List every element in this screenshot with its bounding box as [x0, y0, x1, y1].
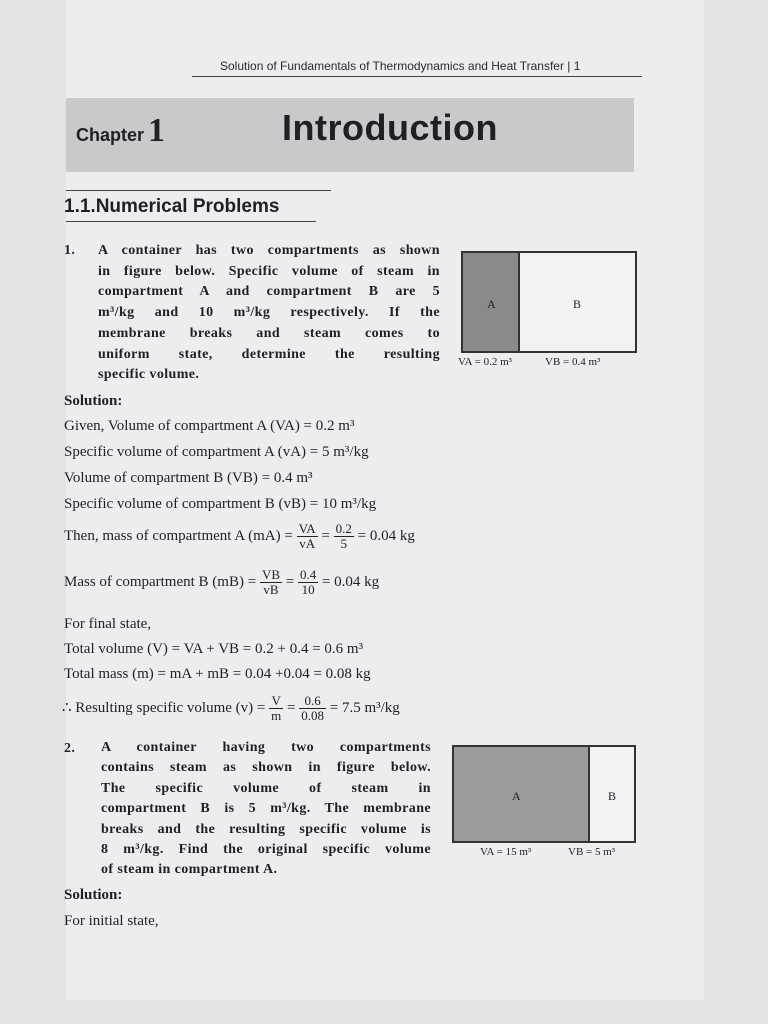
figure-1-caption-a: VA = 0.2 m³ [458, 356, 512, 368]
solution-2-heading: Solution: [64, 887, 123, 903]
problem-text-line: of steam in compartment A. [101, 862, 278, 878]
problem-text-line: 8 m³/kg. Find the original specific volume [101, 842, 431, 857]
problem-text-line: compartment B is 5 m³/kg. The membrane [101, 801, 431, 817]
membrane-divider [518, 253, 520, 351]
compartment-a-label: A [512, 789, 521, 803]
problem-2-number: 2. [64, 741, 76, 756]
mass-a-result: = 0.04 kg [357, 527, 415, 544]
chapter-number: 1 [148, 112, 166, 149]
header-rule [192, 76, 642, 77]
mass-a-label: Then, mass of compartment A (mA) = [64, 527, 293, 544]
given-spec-volume-b: Specific volume of compartment B (vB) = 10 m³/kg [64, 496, 377, 512]
running-header: Solution of Fundamentals of Thermodynamics and Heat Transfer | 1 [220, 59, 581, 73]
membrane-divider [588, 747, 590, 841]
compartment-a-label: A [487, 297, 496, 311]
mass-a-fraction-symbolic: $\frac{VA}{vA}$ [298, 521, 316, 551]
problem-text-line: breaks and the resulting specific volume is [101, 821, 431, 837]
figure-1-caption-b: VB = 0.4 m³ [545, 356, 601, 368]
problem-2-figure [452, 745, 636, 843]
problem-text-line: A container has two compartments as shown [98, 243, 440, 258]
final-state-label: For final state, [64, 616, 152, 632]
problem-text-line: compartment A and compartment B are 5 [98, 284, 440, 300]
chapter-heading [76, 112, 165, 150]
problem-1-figure [461, 251, 637, 353]
given-spec-volume-a: Specific volume of compartment A (vA) = 5 m³/kg [64, 444, 369, 460]
mass-b-result: = 0.04 kg [321, 573, 380, 590]
compartment-b-label: B [573, 297, 582, 311]
result-label: ∴ Resulting specific volume (v) = [62, 699, 266, 716]
result-value: = 7.5 m³/kg [329, 699, 400, 716]
figure-2-caption-a: VA = 15 m³ [480, 846, 532, 858]
problem-text-line: m³/kg and 10 m³/kg respectively. If the [98, 305, 440, 321]
figure-2-caption-b: VB = 5 m³ [568, 846, 616, 858]
solution-1-heading: Solution: [64, 393, 123, 409]
total-volume-line: Total volume (V) = VA + VB = 0.2 + 0.4 = 0.6 m³ [64, 641, 364, 657]
problem-text-line: The specific volume of steam in [101, 780, 431, 796]
section-bottom-rule [66, 221, 316, 222]
result-fraction-symbolic: $\frac{V}{m}$ [271, 693, 282, 723]
problem-text-line: A container having two compartments [101, 740, 431, 755]
mass-b-fraction-symbolic: $\frac{VB}{vB}$ [261, 567, 280, 597]
chapter-title: Introduction [282, 107, 498, 148]
problem-text-line: in figure below. Specific volume of steam in [98, 263, 440, 279]
given-volume-b: Volume of compartment B (VB) = 0.4 m³ [64, 470, 313, 486]
problem-text-line: membrane breaks and steam comes to [98, 325, 440, 341]
given-volume-a: Given, Volume of compartment A (VA) = 0.2 m³ [64, 418, 355, 434]
initial-state-label: For initial state, [64, 913, 159, 929]
mass-b-fraction-numeric: $\frac{0.4}{10}$ [299, 567, 317, 597]
resulting-specific-volume: ∴ Resulting specific volume (v) = $\frac{V}{m}$ = $\frac{0.6}{0.08}$ = 7.5 m³/kg [62, 693, 400, 723]
mass-b-equation: Mass of compartment B (mB) = $\frac{VB}{vB}$ = $\frac{0.4}{10}$ = 0.04 kg [64, 567, 380, 597]
chapter-label: Chapter [76, 125, 145, 145]
problem-text-line: specific volume. [98, 367, 200, 383]
section-top-rule [66, 190, 331, 191]
mass-a-fraction-numeric: $\frac{0.2}{5}$ [335, 521, 352, 551]
total-mass-line: Total mass (m) = mA + mB = 0.04 +0.04 = 0.08 kg [64, 666, 371, 682]
compartment-b-label: B [608, 789, 617, 803]
compartment-a-shaded [454, 747, 588, 841]
mass-b-label: Mass of compartment B (mB) = [64, 573, 257, 590]
mass-a-equation: Then, mass of compartment A (mA) = $\frac{VA}{vA}$ = $\frac{0.2}{5}$ = 0.04 kg [64, 521, 415, 551]
problem-text-line: contains steam as shown in figure below. [101, 760, 431, 776]
problem-1-number: 1. [64, 243, 76, 258]
section-heading: 1.1.Numerical Problems [64, 196, 280, 217]
result-fraction-numeric: $\frac{0.6}{0.08}$ [301, 693, 324, 723]
problem-text-line: uniform state, determine the resulting [98, 346, 440, 362]
